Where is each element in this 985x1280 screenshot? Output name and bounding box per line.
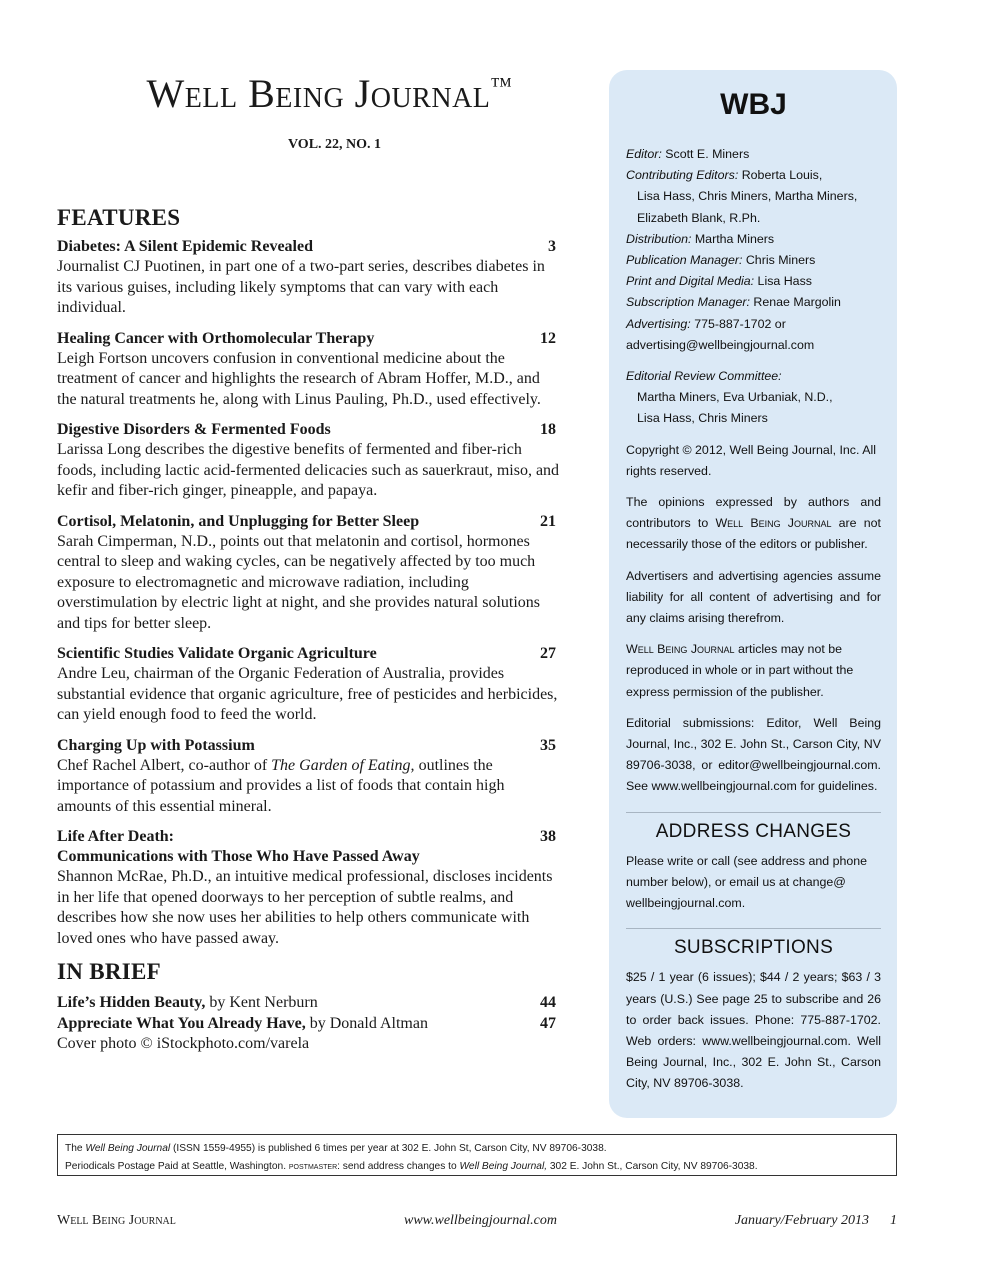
subscriptions-text: $25 / 1 year (6 issues); $44 / 2 years; $63 / 3 years (U.S.) See page 25 to subscribe and 26 to order back issues. Phone: 775-887-1702. Web orders: www.wellbeingjournal.com. Well Being Journal, Inc., 302 E. John St., Carson City, NV 89706-3038. [626, 970, 881, 1091]
article-description: Chef Rachel Albert, co-author of The Garden of Eating, outlines the importance of potassium and provides a list of foods that contain high amounts of this essential mineral. [57, 756, 505, 815]
address-changes-text: Please write or call (see address and phone number below), or email us at change@ wellbeingjournal.com. [626, 853, 868, 911]
article-title: Cortisol, Melatonin, and Unplugging for Better Sleep [57, 512, 420, 530]
article-entry [57, 736, 562, 818]
article-title: Scientific Studies Validate Organic Agriculture [57, 645, 377, 662]
brief-page: 47 [540, 1014, 556, 1032]
divider [626, 928, 881, 929]
opinions-notice: The opinions expressed by authors and contributors to Well Being Journal are not necessarily those of the editors or publisher. [626, 495, 881, 552]
article-page: 35 [540, 736, 556, 754]
article-subtitle: Communications with Those Who Have Passed Away [57, 848, 420, 865]
advertisers-notice: Advertisers and advertising agencies assume liability for all content of advertising and for any claims arising therefrom. [626, 568, 881, 626]
publication-notice-line: The Well Being Journal (ISSN 1559-4955) is published 6 times per year at 302 E. John St, Carson City, NV 89706-3038. [65, 1143, 607, 1154]
article-title: Healing Cancer with Orthomolecular Therapy [57, 329, 375, 347]
article-entry [57, 237, 562, 319]
article-description: Leigh Fortson uncovers confusion in conventional medicine about the treatment of cancer and highlights the research of Abram Hoffer, M.D., and the natural treatments he, along with Linus Pauling, Ph.D., used effectively. [57, 349, 541, 408]
submissions-notice: Editorial submissions: Editor, Well Being Journal, Inc., 302 E. John St., Carson City, NV 89706-3038, or editor@wellbeingjournal.com. See www.wellbeingjournal.com for guidelines. [626, 715, 881, 794]
staff-line: Contributing Editors: Roberta Louis, [626, 168, 823, 183]
brief-title: Life’s Hidden Beauty, [57, 994, 206, 1011]
copyright-notice: Copyright © 2012, Well Being Journal, Inc. All rights reserved. [626, 442, 876, 478]
reproduction-notice: Well Being Journal articles may not be reproduced in whole or in part without the express permission of the publisher. [626, 642, 854, 699]
staff-list [626, 144, 881, 356]
article-page: 38 [540, 828, 556, 845]
staff-line: Publication Manager: Chris Miners [626, 253, 816, 268]
article-title: Diabetes: A Silent Epidemic Revealed [57, 238, 313, 255]
footer-journal-name: Well Being Journal [57, 1213, 176, 1228]
staff-line: Subscription Manager: Renae Margolin [626, 295, 841, 310]
staff-line: Elizabeth Blank, R.Ph. [637, 210, 761, 225]
journal-title: Well Being Journal™ [146, 71, 513, 116]
staff-line: Advertising: 775-887-1702 or [626, 316, 786, 331]
article-entry [57, 420, 562, 502]
brief-byline: by Donald Altman [305, 1014, 428, 1032]
staff-line: Print and Digital Media: Lisa Hass [626, 274, 812, 289]
masthead-sidebar [609, 70, 897, 1118]
article-page: 27 [540, 645, 556, 662]
article-description: Andre Leu, chairman of the Organic Federation of Australia, provides substantial evidence that organic agriculture, free of pesticides and herbicides, can yield enough food to feed the world. [57, 665, 558, 723]
book-title: The Garden of Eating, [271, 756, 415, 774]
brief-byline: by Kent Nerburn [205, 994, 318, 1011]
article-title: Life After Death: [57, 828, 174, 845]
divider [626, 812, 881, 813]
article-entry [57, 329, 562, 411]
contents-column [57, 70, 562, 1055]
cover-credit: Cover photo © iStockphoto.com/varela [57, 1035, 310, 1052]
in-brief-heading: IN BRIEF [57, 959, 162, 984]
article-description: Shannon McRae, Ph.D., an intuitive medical professional, discloses incidents in her life that opened doorways to her perception of subtle realms, and describes how she now uses her abilities to help others communicate with loved ones who have passed away. [57, 868, 553, 947]
staff-line: Editor: Scott E. Miners [626, 147, 750, 161]
article-page: 18 [540, 421, 556, 438]
article-entry [57, 644, 562, 726]
brief-page: 44 [540, 994, 556, 1011]
article-title: Charging Up with Potassium [57, 736, 255, 754]
footer-issue-date-page: January/February 2013 1 [734, 1213, 897, 1228]
brief-item [57, 993, 562, 1014]
article-entry [57, 512, 562, 635]
features-heading: FEATURES [57, 205, 181, 230]
article-title: Digestive Disorders & Fermented Foods [57, 421, 331, 438]
subscriptions-heading: SUBSCRIPTIONS [673, 937, 834, 959]
publication-notice-box [57, 1134, 897, 1176]
review-committee: Editorial Review Committee: Martha Miners, Eva Urbaniak, N.D., Lisa Hass, Chris Miners [626, 369, 833, 426]
postage-notice-line: Periodicals Postage Paid at Seattle, Washington. postmaster: send address changes to Well Being Journal, 302 E. John St., Carson City, NV 89706-3038. [65, 1161, 758, 1172]
trademark-symbol: ™ [490, 72, 513, 98]
staff-line: Distribution: Martha Miners [626, 231, 775, 246]
brief-title: Appreciate What You Already Have, [57, 1014, 306, 1032]
advertising-email: advertising@wellbeingjournal.com [626, 337, 815, 352]
staff-line: Lisa Hass, Chris Miners, Martha Miners, [637, 189, 858, 204]
volume-number: VOL. 22, NO. 1 [287, 137, 382, 152]
brief-item [57, 1014, 562, 1035]
article-description: Sarah Cimperman, N.D., points out that melatonin and cortisol, hormones central to sleep and waking cycles, can be negatively affected by too much exposure to electromagnetic and microwave radiation, including overstimulation by electric light at night, and she provides natural solutions and tips for better sleep. [57, 532, 541, 632]
article-description: Larissa Long describes the digestive benefits of fermented and fiber-rich foods, including lactic acid-fermented delicacies such as sauerkraut, miso, and kefir and fiber-rich ginger, pineapple, and papaya. [57, 441, 560, 499]
footer-website: www.wellbeingjournal.com [404, 1213, 557, 1228]
article-entry [57, 827, 562, 949]
article-page: 21 [540, 512, 556, 530]
article-description: Journalist CJ Puotinen, in part one of a two-part series, describes diabetes in its various guises, including likely symptoms that can vary with each individual. [57, 258, 545, 316]
wbj-logo: WBJ [720, 88, 787, 121]
article-page: 3 [548, 238, 556, 255]
address-changes-heading: ADDRESS CHANGES [655, 820, 852, 842]
article-page: 12 [540, 329, 556, 347]
review-committee-label: Editorial Review Committee: [626, 369, 782, 384]
